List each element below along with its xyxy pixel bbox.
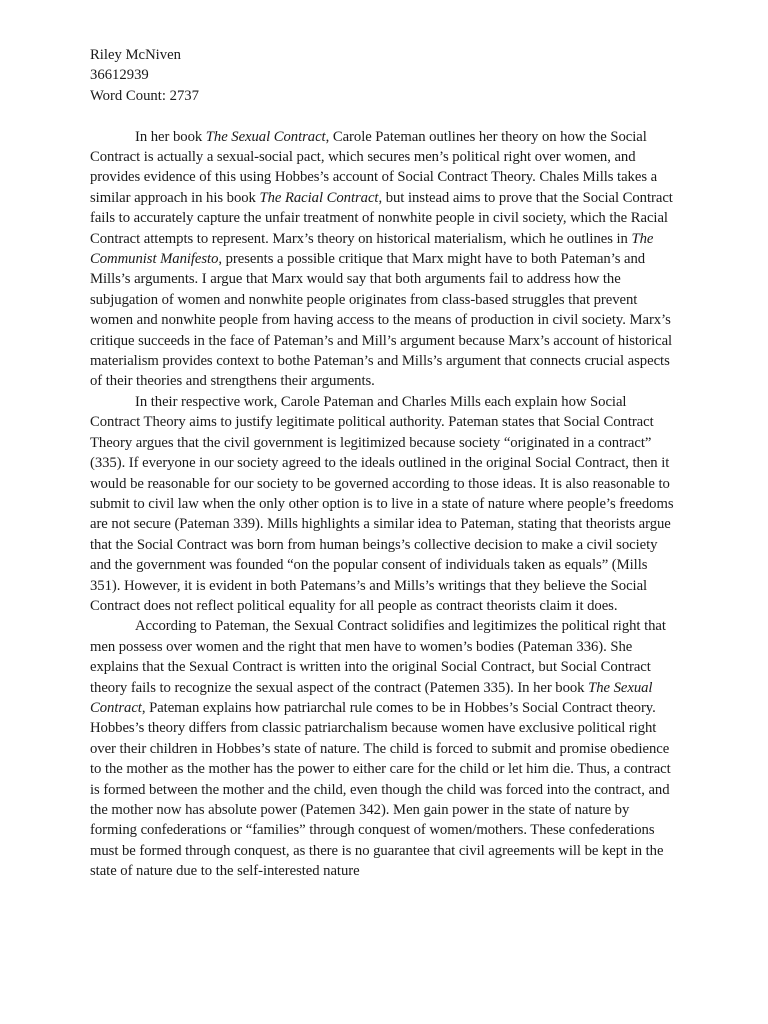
paragraph-2	[90, 392, 678, 616]
text-run: In her book	[135, 128, 206, 145]
document-body	[90, 45, 678, 882]
blank-line	[90, 106, 678, 126]
italic-title: The Sexual Contract	[90, 679, 653, 716]
paragraph-3	[90, 616, 678, 881]
italic-title: The Racial Contract	[259, 189, 379, 206]
italic-title: The Sexual Contract	[205, 128, 326, 145]
text-run: In their respective work, Carole Pateman and Charles Mills each explain how Social Contract Theory aims to justify legitimate political authority. Pateman states that Social Contract Theory argues that the civil government is legitimized because society “originated in a contract” (335). If everyone in our society agreed to the ideals outlined in the original Social Contract, then it would be reasonable for our society to be governed according to those ideas. It is also reasonable to submit to civil law when the only other option is to live in a state of nature where people’s freedoms are not secure (Pateman 339). Mills highlights a similar idea to Pateman, stating that theorists argue that the Social Contract was born from human beings’s collective decision to make a civil society and the government was founded “on the popular consent of individuals taken as equals” (Mills 351). However, it is evident in both Patemans’s and Mills’s writings that they believe the Social Contract does not reflect political equality for all people as contract theorists claim it does.	[90, 393, 674, 614]
paragraph-1	[90, 127, 678, 392]
italic-title: The Communist Manifesto	[90, 230, 654, 268]
text-run: , Carole Pateman outlines her theory on how the Social Contract is actually a sexual-social pact, which secures men’s political right over women, and provides evidence of this using Hobbes’s account of Social Contract Theory. Chales Mills takes a similar approach in his book	[90, 128, 658, 206]
text-run: , but instead aims to prove that the Social Contract fails to accurately capture the unfair treatment of nonwhite people in civil society, which the Racial Contract attempts to represent. Marx’s theory on historical materialism, which he outlines in	[90, 189, 673, 247]
text-run: , presents a possible critique that Marx might have to both Pateman’s and Mills’s arguments. I argue that Marx would say that both arguments fail to address how the subjugation of women and nonwhite people originates from class-based struggles that prevent women and nonwhite people from having access to the means of production in civil society. Marx’s critique succeeds in the face of Pateman’s and Mill’s argument because Marx’s account of historical materialism provides context to bothe Pateman’s and Mills’s argument that connects crucial aspects of their theories and strengthens their arguments.	[90, 251, 673, 390]
word-count: Word Count: 2737	[90, 87, 199, 104]
student-id: 36612939	[90, 67, 149, 84]
text-run: According to Pateman, the Sexual Contract solidifies and legitimizes the political right that men possess over women and the right that men have to women’s bodies (Pateman 336). She explains that the Sexual Contract is written into the original Social Contract, but Social Contract theory fails to recognize the sexual aspect of the contract (Patemen 335). In her book	[90, 618, 666, 696]
author-name: Riley McNiven	[90, 47, 181, 63]
text-run: , Pateman explains how patriarchal rule comes to be in Hobbes’s Social Contract theory. Hobbes’s theory differs from classic patriarchalism because women have exclusive political right over their children in Hobbes’s state of nature. The child is forced to submit and promise obedience to the mother as the mother has the power to either care for the child or let him die. Thus, a contract is formed between the mother and the child, even though the child was forced into the contract, and the mother now has absolute power (Patemen 342). Men gain power in the state of nature by forming confederations or “families” through conquest of women/mothers. These confederations must be formed through conquest, as there is no guarantee that civil agreements will be kept in the state of nature due to the self-interested nature	[90, 699, 671, 880]
